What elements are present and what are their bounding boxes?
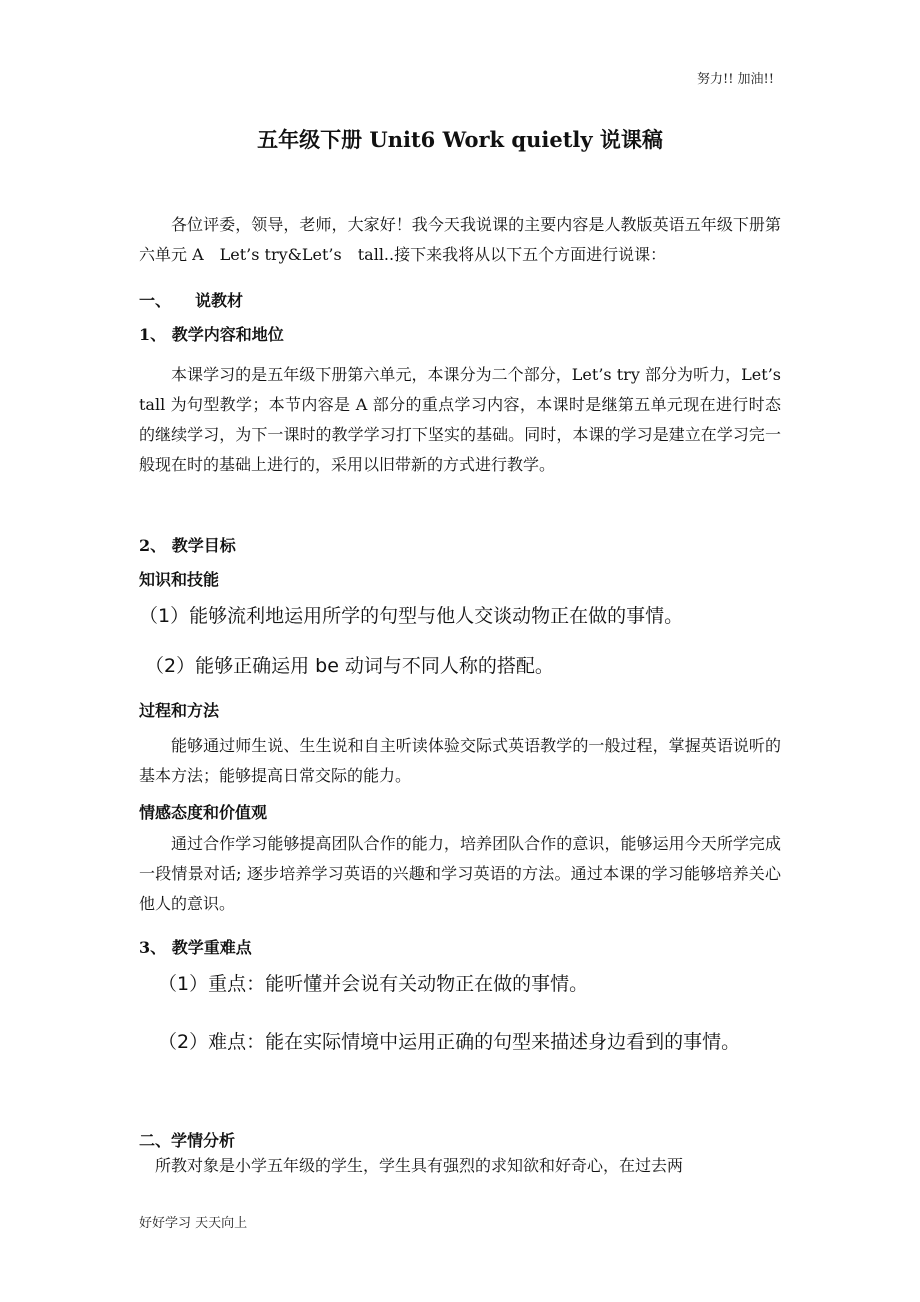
emotion-heading: 情感态度和价值观 xyxy=(139,803,268,822)
key-point: （1）重点：能听懂并会说有关动物正在做的事情。 xyxy=(158,973,589,995)
process-heading: 过程和方法 xyxy=(139,701,220,720)
sub2-heading: 2、 教学目标 xyxy=(139,536,236,555)
emotion-paragraph: 通过合作学习能够提高团队合作的能力，培养团队合作的意识，能够运用今天所学完成一段情景对话; 逐步培养学习英语的兴趣和学习英语的方法。通过本课的学习能够培养关心他人的意识。 xyxy=(139,834,781,913)
learner-analysis-paragraph: 所教对象是小学五年级的学生，学生具有强烈的求知欲和好奇心，在过去两 xyxy=(155,1156,684,1175)
header-note: 努力!! 加油!! xyxy=(696,72,774,87)
knowledge-heading: 知识和技能 xyxy=(139,570,220,589)
section2-heading: 二、学情分析 xyxy=(139,1131,236,1150)
sub1-heading: 1、 教学内容和地位 xyxy=(139,325,284,344)
document-title: 五年级下册 Unit6 Work quietly 说课稿 xyxy=(257,127,663,152)
goal-1: （1）能够流利地运用所学的句型与他人交谈动物正在做的事情。 xyxy=(139,605,684,627)
process-paragraph: 能够通过师生说、生生说和自主听读体验交际式英语教学的一般过程，掌握英语说听的基本方法；能够提高日常交际的能力。 xyxy=(139,736,781,785)
intro-paragraph: 各位评委，领导，老师，大家好！我今天我说课的主要内容是人教版英语五年级下册第六单元 A Let’s try&Let’s tall..接下来我将从以下五个方面进行说课： xyxy=(139,215,781,264)
difficult-point: （2）难点：能在实际情境中运用正确的句型来描述身边看到的事情。 xyxy=(158,1031,741,1053)
goal-2: （2）能够正确运用 be 动词与不同人称的搭配。 xyxy=(145,655,554,677)
section1-heading: 一、 说教材 xyxy=(139,291,244,310)
sub3-heading: 3、 教学重难点 xyxy=(139,938,252,957)
footer-note: 好好学习 天天向上 xyxy=(139,1216,248,1231)
teaching-content-paragraph: 本课学习的是五年级下册第六单元，本课分为二个部分，Let’s try 部分为听力，Let’s tall 为句型教学；本节内容是 A 部分的重点学习内容，本课时是继第五单元现在进行时态的继续学习，为下一课时的教学学习打下坚实的基础。同时，本课的学习是建立在学习完一般现在时的基础上进行的，采用以旧带新的方式进行教学。 xyxy=(139,365,798,474)
